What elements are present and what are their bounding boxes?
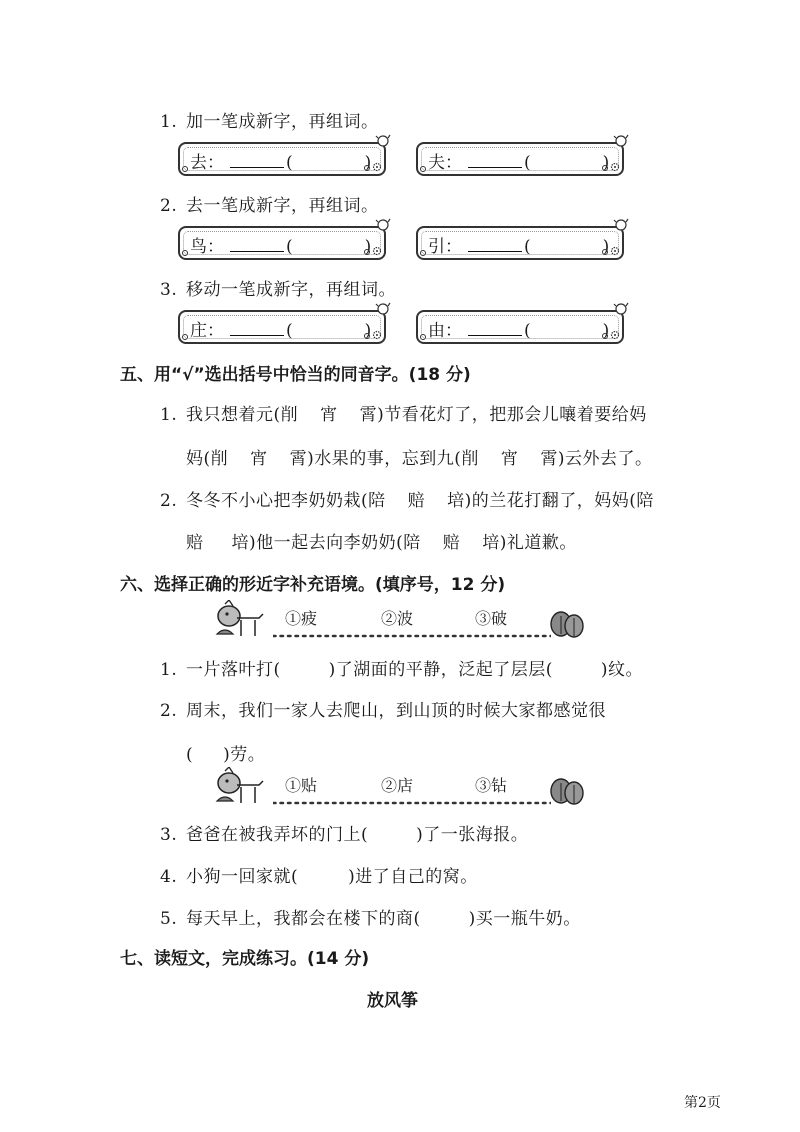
option-3: ③钻 — [475, 776, 508, 795]
choice-option[interactable]: 宵 — [250, 449, 268, 469]
new-character-blank[interactable] — [468, 151, 522, 168]
gear-icon — [610, 330, 620, 340]
dotted-path-decoration — [273, 799, 551, 807]
corner-dot-icon — [420, 250, 426, 256]
option-2: ②店 — [381, 776, 414, 795]
given-character: 庄： — [190, 321, 224, 341]
page-number: 第2页 — [684, 1095, 721, 1111]
answer-box[interactable]: 由： ( ) — [416, 310, 624, 344]
question-4-2 — [160, 191, 379, 216]
option-strip-1 — [215, 600, 585, 644]
given-character: 引： — [428, 237, 462, 257]
question-6-1: 1. 一片落叶打( )了湖面的平静，泛起了层层( )纹。 — [160, 660, 644, 680]
question-number: 1. — [160, 660, 178, 680]
question-6-5: 5. 每天早上，我都会在楼下的商( )买一瓶牛奶。 — [160, 909, 581, 929]
bush-icon — [549, 777, 585, 805]
question-number: 4. — [160, 867, 178, 887]
corner-dot-icon — [364, 249, 370, 255]
question-5-2-line1: 2. 冬冬不小心把李奶奶栽(陪 赔 培)的兰花打翻了，妈妈(陪 — [160, 491, 654, 511]
question-number: 5. — [160, 909, 178, 929]
choice-option[interactable]: 宵 — [500, 449, 519, 469]
bird-icon — [612, 300, 630, 316]
question-6-4: 4. 小狗一回家就( )进了自己的窝。 — [160, 867, 478, 887]
bird-icon — [374, 300, 392, 316]
new-character-blank[interactable] — [468, 319, 522, 336]
gear-icon — [610, 246, 620, 256]
choice-option[interactable]: 赔 — [186, 533, 204, 553]
answer-box[interactable]: 引： ( ) — [416, 226, 624, 260]
bird-icon — [374, 132, 392, 148]
question-number: 3. — [160, 280, 178, 300]
corner-dot-icon — [182, 250, 188, 256]
question-number: 3. — [160, 825, 178, 845]
section-7-heading: 七、读短文，完成练习。(14 分) — [120, 949, 370, 969]
new-character-blank[interactable] — [230, 319, 284, 336]
new-character-blank[interactable] — [230, 151, 284, 168]
gear-icon — [372, 246, 382, 256]
question-5-1-line1: 1. 我只想着元(削 宵 霄)节看花灯了，把那会儿嚷着要给妈 — [160, 405, 647, 425]
corner-dot-icon — [602, 333, 608, 339]
corner-dot-icon — [364, 165, 370, 171]
question-number: 2. — [160, 701, 178, 721]
choice-option[interactable]: 宵 — [320, 405, 338, 425]
option-1: ①贴 — [285, 776, 318, 795]
dotted-path-decoration — [273, 632, 551, 640]
question-6-2-line2: ( )劳。 — [186, 745, 266, 765]
corner-dot-icon — [182, 166, 188, 172]
question-4-1 — [160, 107, 379, 132]
question-text: 移动一笔成新字，再组词。 — [186, 280, 396, 300]
corner-dot-icon — [602, 165, 608, 171]
choice-option[interactable]: 赔 — [442, 533, 461, 553]
question-number: 2. — [160, 196, 178, 216]
given-character: 鸟： — [190, 237, 224, 257]
question-text: 加一笔成新字，再组词。 — [186, 112, 379, 132]
new-character-blank[interactable] — [468, 235, 522, 252]
given-character: 去： — [190, 153, 224, 173]
question-number: 1. — [160, 405, 178, 425]
passage-title: 放风筝 — [367, 991, 418, 1011]
question-6-2-line1: 2. 周末，我们一家人去爬山，到山顶的时候大家都感觉很 — [160, 701, 606, 721]
corner-dot-icon — [420, 334, 426, 340]
gear-icon — [372, 330, 382, 340]
section-5-heading: 五、用“√”选出括号中恰当的同音字。(18 分) — [120, 365, 471, 385]
answer-box[interactable]: 鸟： ( ) — [178, 226, 386, 260]
bird-icon — [374, 216, 392, 232]
question-5-2-line2: 赔 培)他一起去向李奶奶(陪 赔 培)礼道歉。 — [186, 533, 577, 553]
horse-icon — [215, 767, 273, 809]
answer-box[interactable]: 庄： ( ) — [178, 310, 386, 344]
question-number: 2. — [160, 491, 178, 511]
option-strip-2 — [215, 767, 585, 811]
bush-icon — [549, 610, 585, 638]
choice-option[interactable]: 赔 — [407, 491, 426, 511]
answer-box[interactable]: 去： ( ) — [178, 142, 386, 176]
question-6-3: 3. 爸爸在被我弄坏的门上( )了一张海报。 — [160, 825, 529, 845]
option-2: ②波 — [381, 609, 414, 628]
corner-dot-icon — [364, 333, 370, 339]
given-character: 夫： — [428, 153, 462, 173]
bird-icon — [612, 216, 630, 232]
option-1: ①疲 — [285, 609, 318, 628]
question-text: 去一笔成新字，再组词。 — [186, 196, 379, 216]
question-number: 1. — [160, 112, 178, 132]
new-character-blank[interactable] — [230, 235, 284, 252]
option-3: ③破 — [475, 609, 508, 628]
bird-icon — [612, 132, 630, 148]
horse-icon — [215, 600, 273, 642]
corner-dot-icon — [602, 249, 608, 255]
corner-dot-icon — [182, 334, 188, 340]
gear-icon — [372, 162, 382, 172]
question-4-3 — [160, 275, 396, 300]
section-6-heading: 六、选择正确的形近字补充语境。(填序号，12 分) — [120, 575, 506, 595]
answer-box[interactable]: 夫： ( ) — [416, 142, 624, 176]
given-character: 由： — [428, 321, 462, 341]
question-5-1-line2: 妈(削 宵 霄)水果的事，忘到九(削 宵 霄)云外去了。 — [186, 449, 653, 469]
corner-dot-icon — [420, 166, 426, 172]
gear-icon — [610, 162, 620, 172]
